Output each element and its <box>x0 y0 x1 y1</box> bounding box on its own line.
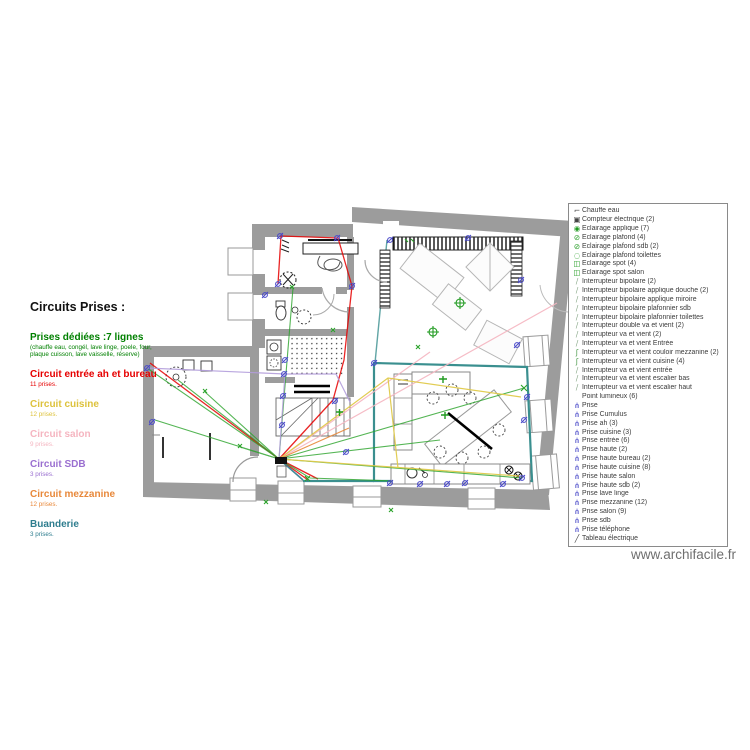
symbol-legend-item-icon: ⋔ <box>573 472 581 481</box>
symbol-legend-item-icon: ʃ <box>575 348 579 357</box>
symbol-legend-item-icon: / <box>575 295 579 304</box>
symbol-legend-item-icon: ◫ <box>573 268 581 278</box>
symbol-legend-item-icon: / <box>575 339 579 349</box>
circuit-legend-item <box>30 332 160 358</box>
symbol-legend-item-icon: ⋔ <box>573 463 581 472</box>
tableau-electrique-symbol <box>275 457 287 477</box>
symbol-legend-item <box>572 357 725 366</box>
symbol-legend-item <box>572 375 725 384</box>
symbol-legend-item-icon: ⋔ <box>573 428 581 437</box>
symbol-legend-item-label: Interrupteur va et vient escalier haut <box>582 384 692 392</box>
symbol-legend-item-label: Point lumineux (6) <box>582 393 638 401</box>
symbol-legend-item <box>572 490 725 499</box>
circuit-legend-item-count: (chauffe eau, congél, lave linge, poele, four, plaque cuisson, lave vaisselle, réserve) <box>30 344 152 358</box>
circuit-legend-item-count: 3 prises. <box>30 471 54 478</box>
symbol-legend-item <box>572 313 725 322</box>
circuit-legend-item <box>30 459 160 478</box>
symbol-legend-item-label: Eclairage plafond (4) <box>582 233 646 241</box>
symbol-legend-item-icon: / <box>575 277 579 287</box>
circuits-legend-title: Circuits Prises : <box>30 300 126 314</box>
symbol-legend-item-label: Interrupteur va et vient cuisine (4) <box>582 357 685 365</box>
symbol-legend-item-icon: ⋔ <box>573 401 581 410</box>
symbol-legend-item-icon: ◌ <box>573 251 581 260</box>
symbol-legend-item-icon: / <box>575 286 579 296</box>
circuit-legend-item <box>30 429 160 448</box>
symbol-legend-item-label: Prise haute bureau (2) <box>582 455 651 463</box>
circuit-legend-item <box>30 519 160 538</box>
symbol-legend-item-icon: ⋔ <box>573 410 581 419</box>
symbol-legend-item <box>572 225 725 234</box>
circuit-legend-item-label: Circuit salon <box>30 429 91 440</box>
circuit-legend-item-label: Circuit SDB <box>30 459 86 470</box>
symbol-legend-item <box>572 437 725 446</box>
symbol-legend-item-icon: ⋔ <box>573 525 581 534</box>
symbol-legend-item-label: Prise ah (3) <box>582 419 618 427</box>
circuit-legend-item-count: 12 prises. <box>30 411 58 418</box>
symbol-legend-item-label: Prise haute sdb (2) <box>582 481 641 489</box>
symbol-legend-item-icon: ⋔ <box>573 454 581 464</box>
symbol-legend-item-label: Interrupteur va et vient Entrée <box>582 340 674 348</box>
symbol-legend-item <box>572 525 725 534</box>
symbol-legend-item <box>572 366 725 375</box>
symbol-legend-item <box>572 216 725 225</box>
symbol-legend-item <box>572 419 725 428</box>
symbol-legend-item <box>572 295 725 304</box>
symbol-legend-item <box>572 508 725 517</box>
symbol-legend-item-label: Prise mezzanine (12) <box>582 499 648 507</box>
symbol-legend-item-label: Eclairage plafond sdb (2) <box>582 242 659 250</box>
symbol-legend-item <box>572 446 725 455</box>
symbol-legend-item <box>572 260 725 269</box>
symbol-legend-item-icon: / <box>575 366 579 375</box>
symbol-legend-item-label: Prise <box>582 401 598 409</box>
symbol-legend-item-label: Eclairage plafond toilettes <box>582 251 661 259</box>
circuit-lines-salon <box>279 303 557 459</box>
symbol-legend-item-icon: / <box>575 304 579 313</box>
symbol-legend-item <box>572 331 725 340</box>
symbol-legend-item-icon: ⊘ <box>573 233 581 242</box>
symbol-legend-item <box>572 234 725 243</box>
symbol-legend-item-icon: ⋔ <box>573 436 581 446</box>
symbol-legend-item-label: Prise entrée (6) <box>582 437 630 445</box>
circuit-legend-item-label: Circuit mezzanine <box>30 489 116 500</box>
symbol-legend-item <box>572 269 725 278</box>
symbol-legend-item <box>572 322 725 331</box>
symbol-legend-item <box>572 349 725 358</box>
symbol-legend-item <box>572 410 725 419</box>
symbol-legend-item-icon: ╱ <box>574 534 580 543</box>
furniture <box>152 237 568 484</box>
symbol-legend-item-icon: ⋔ <box>573 498 581 508</box>
symbol-legend-item-icon: ◉ <box>573 224 581 234</box>
symbol-legend-item-icon: ⋔ <box>573 507 581 517</box>
symbol-legend-item <box>572 534 725 543</box>
symbol-legend-item-icon: / <box>575 313 579 322</box>
symbol-legend-item-icon: ʃ <box>575 357 579 366</box>
symbol-legend-item-label: Prise téléphone <box>582 525 630 533</box>
symbol-legend-item-label: Prise haute salon <box>582 472 636 480</box>
symbol-legend-item-label: Prise sdb <box>582 516 611 524</box>
symbol-legend-item <box>572 393 725 402</box>
symbol-legend-item-icon: ⌐ <box>573 207 581 216</box>
symbols-legend <box>568 203 728 547</box>
symbol-legend-item-icon: ⊘ <box>573 242 581 251</box>
symbol-legend-item-icon: ▣ <box>573 215 581 225</box>
symbol-legend-item-label: Interrupteur bipolaire (2) <box>582 278 656 286</box>
circuit-legend-item-label: Buanderie <box>30 519 79 530</box>
circuit-legend-item <box>30 399 160 418</box>
symbol-legend-item-label: Eclairage spot salon <box>582 269 645 277</box>
symbol-legend-item-label: Chauffe eau <box>582 207 620 215</box>
symbol-legend-item <box>572 402 725 411</box>
symbol-legend-item-label: Prise lave linge <box>582 490 629 498</box>
circuit-legend-item-count: 12 prises. <box>30 501 58 508</box>
symbol-legend-item <box>572 463 725 472</box>
symbol-legend-item-label: Eclairage spot (4) <box>582 260 637 268</box>
symbol-legend-item-icon: ◫ <box>573 260 581 269</box>
circuit-legend-item-count: 9 prises. <box>30 441 54 448</box>
symbol-legend-item-icon: / <box>575 330 579 340</box>
symbol-legend-item <box>572 207 725 216</box>
symbol-legend-item-label: Interrupteur va et vient escalier bas <box>582 375 690 383</box>
symbol-legend-item-label: Interrupteur double va et vient (2) <box>582 322 684 330</box>
symbol-legend-item-label: Tableau électrique <box>582 534 638 542</box>
symbol-legend-item <box>572 287 725 296</box>
symbol-legend-item-label: Prise haute (2) <box>582 446 628 454</box>
circuit-legend-item-label: Circuit cuisine <box>30 399 99 410</box>
circuit-legend-item-count: 3 prises. <box>30 531 54 538</box>
symbol-legend-item <box>572 340 725 349</box>
symbol-legend-item-label: Prise salon (9) <box>582 508 627 516</box>
symbol-legend-item-icon: / <box>575 375 579 384</box>
symbol-legend-item-label: Interrupteur va et vient couloir mezzanine (2) <box>582 348 719 356</box>
symbol-legend-item <box>572 242 725 251</box>
symbol-legend-item <box>572 455 725 464</box>
symbol-legend-item <box>572 481 725 490</box>
circuit-legend-item-label: Circuit entrée ah et bureau <box>30 369 157 380</box>
circuits-legend-list <box>30 332 160 538</box>
symbol-legend-item-label: Interrupteur bipolaire applique douche (2) <box>582 287 709 295</box>
symbol-legend-item <box>572 472 725 481</box>
symbol-legend-item-label: Prise cuisine (3) <box>582 428 632 436</box>
symbol-legend-item <box>572 304 725 313</box>
symbols-legend-list <box>572 207 725 543</box>
symbol-legend-item <box>572 517 725 526</box>
symbol-legend-item-label: Interrupteur bipolaire plafonnier toilettes <box>582 313 704 321</box>
symbol-legend-item-icon: ⋔ <box>573 419 581 428</box>
circuit-legend-item-count: 11 prises. <box>30 381 57 388</box>
symbol-legend-item-label: Prise Cumulus <box>582 410 627 418</box>
symbol-legend-item-icon: ⋔ <box>573 481 581 490</box>
symbol-legend-item-icon: ⋔ <box>573 445 581 455</box>
symbol-legend-item <box>572 278 725 287</box>
symbol-legend-item-icon: ⋔ <box>573 490 581 499</box>
circuit-legend-item-label: Prises dédiées :7 lignes <box>30 332 144 343</box>
symbol-legend-item-label: Interrupteur va et vient entrée <box>582 366 673 374</box>
symbol-legend-item-label: Prise haute cuisine (8) <box>582 463 651 471</box>
symbol-legend-item-label: Interrupteur bipolaire applique miroire <box>582 295 697 303</box>
symbol-legend-item <box>572 251 725 260</box>
circuit-legend-item <box>30 489 160 508</box>
symbol-legend-item-label: Interrupteur va et vient (2) <box>582 331 662 339</box>
symbol-legend-item-label: Eclairage applique (7) <box>582 225 650 233</box>
symbol-legend-item-label: Compteur électrique (2) <box>582 216 655 224</box>
symbol-legend-item <box>572 384 725 393</box>
circuit-legend-item <box>30 369 160 388</box>
symbol-legend-item-icon: ⋔ <box>573 516 581 525</box>
symbol-legend-item <box>572 499 725 508</box>
symbol-legend-item-label: Interrupteur bipolaire plafonnier sdb <box>582 304 691 312</box>
symbol-legend-item <box>572 428 725 437</box>
symbol-legend-item-icon: / <box>575 321 579 331</box>
circuits-legend <box>30 300 160 549</box>
watermark-link[interactable]: www.archifacile.fr <box>630 547 736 562</box>
symbol-legend-item-icon: / <box>575 383 579 393</box>
